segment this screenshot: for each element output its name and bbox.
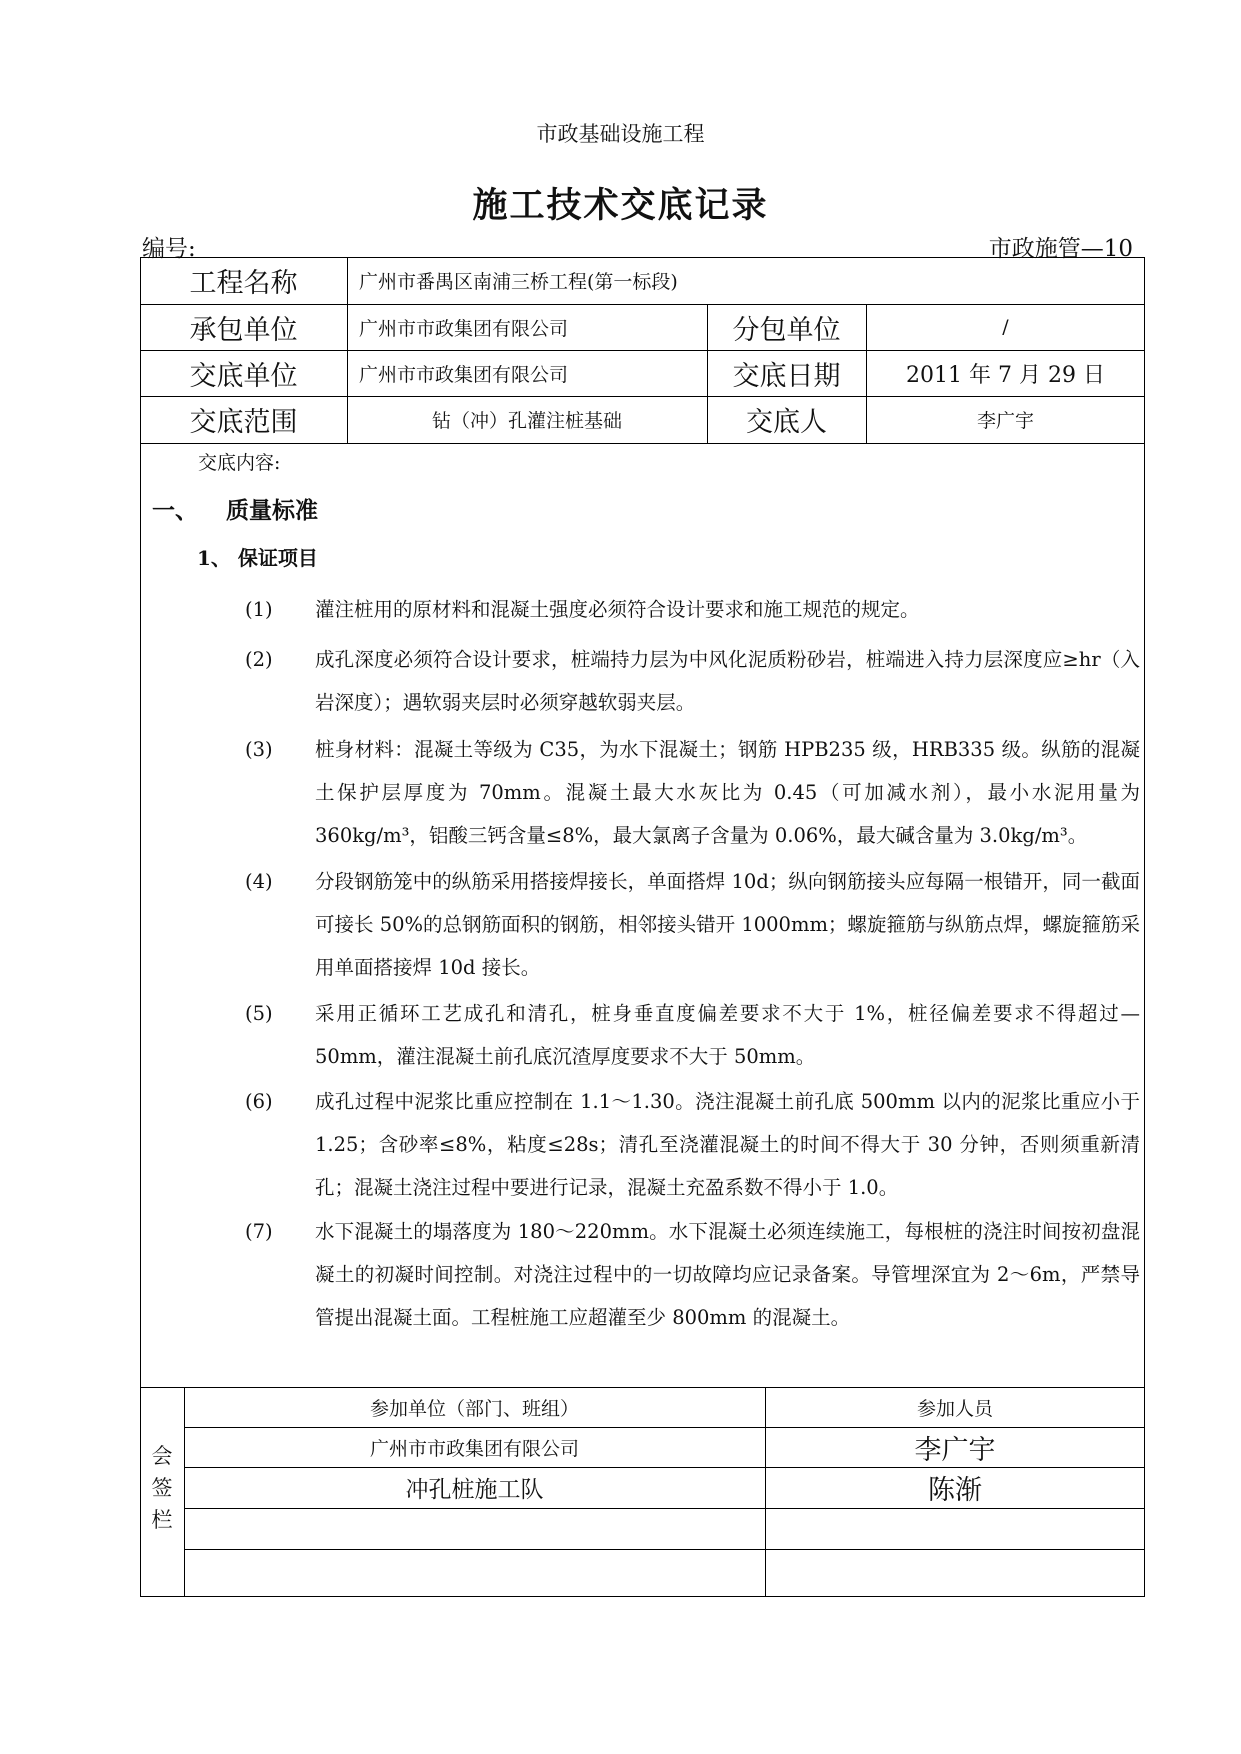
item-number: (3) <box>245 738 273 761</box>
item-number: (1) <box>245 598 273 621</box>
serial-number-label: 编号: <box>142 236 196 262</box>
signoff-person-cell <box>765 1508 1145 1549</box>
signoff-unit-cell: 冲孔桩施工队 <box>405 1477 544 1503</box>
briefing-unit-label: 交底单位 <box>189 360 298 392</box>
document-title: 施工技术交底记录 <box>472 185 769 226</box>
signoff-person-cell: 李广宇 <box>914 1434 996 1466</box>
signoff-person-cell <box>765 1549 1145 1597</box>
briefer-label: 交底人 <box>746 407 827 438</box>
item-text: 桩身材料：混凝土等级为 C35，为水下混凝土；钢筋 HPB235 级，HRB335 级。纵筋的混凝土保护层厚度为 70mm。混凝土最大水灰比为 0.45（可加减水剂），最小水泥用量为 360kg/m³，铝酸三钙含量≤8%，最大氯离子含量为 0.06%，最大碱含量为 3.0kg/m³。 <box>315 738 1140 847</box>
item-text: 成孔过程中泥浆比重应控制在 1.1～1.30。浇注混凝土前孔底 500mm 以内的泥浆比重应小于 1.25；含砂率≤8%，粘度≤28s；清孔至浇灌混凝土的时间不得大于 30 分钟，否则须重新清孔；混凝土浇注过程中要进行记录，混凝土充盈系数不得小于 1.0。 <box>315 1090 1140 1199</box>
item-text: 采用正循环工艺成孔和清孔，桩身垂直度偏差要求不大于 1%，桩径偏差要求不得超过—50mm，灌注混凝土前孔底沉渣厚度要求不大于 50mm。 <box>315 1002 1140 1068</box>
item-number: (2) <box>245 648 273 671</box>
project-name-label: 工程名称 <box>189 268 298 299</box>
row-divider <box>140 443 1145 444</box>
item-number: (5) <box>245 1002 273 1025</box>
item-number: (4) <box>245 870 273 893</box>
signoff-unit-header: 参加单位（部门、班组） <box>369 1397 579 1420</box>
item-number: (7) <box>245 1220 273 1243</box>
signoff-unit-cell: 广州市市政集团有限公司 <box>369 1437 579 1460</box>
item-text: 灌注桩用的原材料和混凝土强度必须符合设计要求和施工规范的规定。 <box>315 598 920 621</box>
section-title: 质量标准 <box>226 497 318 524</box>
briefing-date-value: 2011 年 7 月 29 日 <box>906 362 1105 388</box>
signoff-side-label-char: 签 <box>151 1476 173 1500</box>
contractor-value: 广州市市政集团有限公司 <box>359 317 569 340</box>
item-text: 水下混凝土的塌落度为 180～220mm。水下混凝土必须连续施工，每根桩的浇注时间按初盘混凝土的初凝时间控制。对浇注过程中的一切故障均应记录备案。导管埋深宜为 2～6m，严禁导管提出混凝土面。工程桩施工应超灌至少 800mm 的混凝土。 <box>315 1220 1140 1329</box>
signoff-side-label-char: 栏 <box>151 1508 173 1532</box>
signoff-person-header: 参加人员 <box>916 1397 993 1420</box>
item-number: (6) <box>245 1090 273 1113</box>
signoff-unit-cell <box>184 1549 765 1597</box>
subsection-heading: 1、 保证项目 <box>197 546 318 570</box>
contractor-label: 承包单位 <box>189 314 298 346</box>
signoff-unit-cell <box>184 1508 765 1549</box>
item-text: 成孔深度必须符合设计要求，桩端持力层为中风化泥质粉砂岩，桩端进入持力层深度应≥hr（入岩深度）；遇软弱夹层时必须穿越软弱夹层。 <box>315 648 1140 714</box>
item-text: 分段钢筋笼中的纵筋采用搭接焊接长，单面搭焊 10d；纵向钢筋接头应每隔一根错开，同一截面可接长 50%的总钢筋面积的钢筋，相邻接头错开 1000mm；螺旋箍筋与纵筋点焊，螺旋箍筋采用单面搭接焊 10d 接长。 <box>315 870 1140 979</box>
section-number: 一、 <box>152 497 198 524</box>
project-name-value: 广州市番禺区南浦三桥工程(第一标段) <box>359 271 678 293</box>
briefing-unit-value: 广州市市政集团有限公司 <box>359 363 569 386</box>
signoff-person-cell: 陈渐 <box>928 1475 982 1506</box>
scope-label: 交底范围 <box>189 407 298 438</box>
organization-heading: 市政基础设施工程 <box>536 122 705 146</box>
briefer-value: 李广宇 <box>976 410 1034 432</box>
serial-number-value: 市政施管—10 <box>988 236 1133 262</box>
section-heading <box>152 492 318 525</box>
scope-value: 钻（冲）孔灌注桩基础 <box>431 410 622 432</box>
content-label: 交底内容: <box>198 452 281 474</box>
signoff-side-label-char: 会 <box>151 1444 173 1468</box>
briefing-date-label: 交底日期 <box>732 360 841 392</box>
subcontractor-label: 分包单位 <box>732 314 841 346</box>
subcontractor-value: / <box>1002 316 1009 338</box>
